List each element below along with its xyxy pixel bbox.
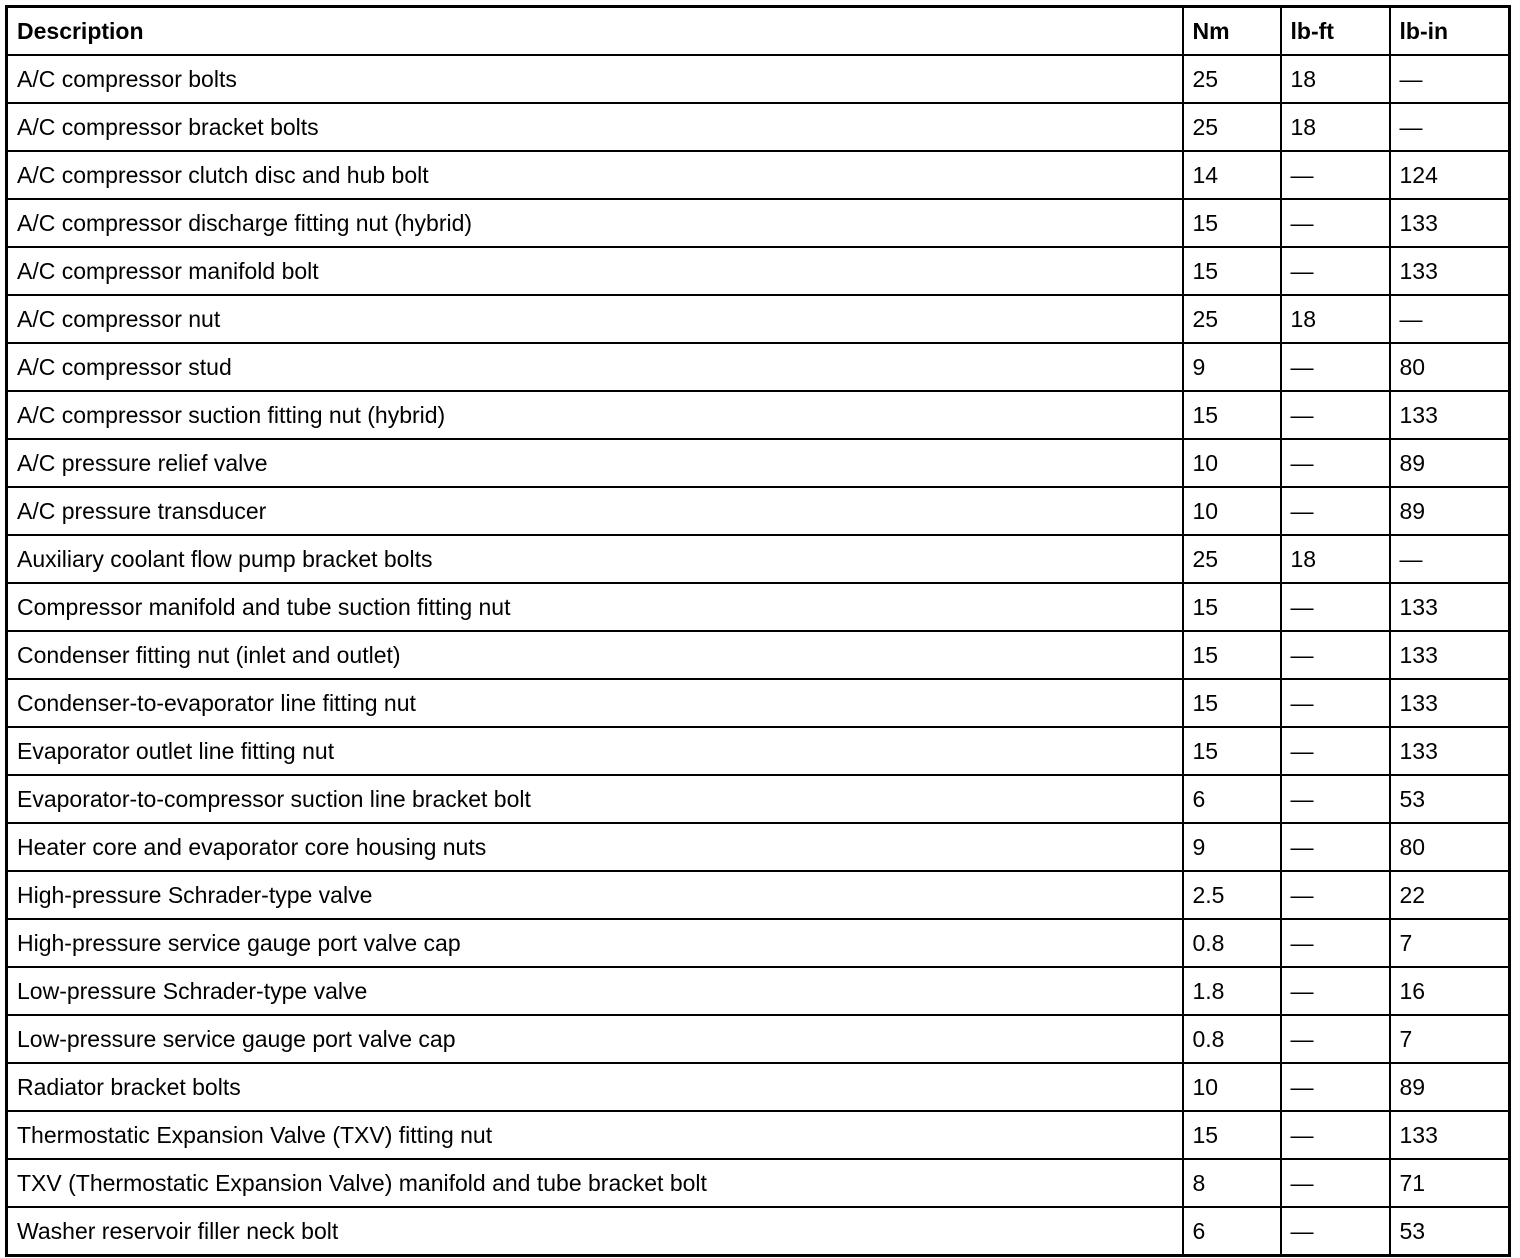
- cell-lb-ft: —: [1281, 919, 1390, 967]
- cell-description: Compressor manifold and tube suction fitting nut: [7, 583, 1183, 631]
- cell-lb-in: 80: [1390, 823, 1510, 871]
- cell-lb-ft: —: [1281, 1015, 1390, 1063]
- cell-lb-in: 53: [1390, 775, 1510, 823]
- table-row: [7, 295, 1510, 343]
- cell-description: Condenser fitting nut (inlet and outlet): [7, 631, 1183, 679]
- table-row: [7, 103, 1510, 151]
- table-row: [7, 919, 1510, 967]
- cell-description: Thermostatic Expansion Valve (TXV) fitting nut: [7, 1111, 1183, 1159]
- cell-lb-ft: —: [1281, 1063, 1390, 1111]
- cell-lb-in: —: [1390, 295, 1510, 343]
- header-nm: Nm: [1183, 7, 1281, 56]
- cell-description: A/C compressor clutch disc and hub bolt: [7, 151, 1183, 199]
- cell-description: Low-pressure service gauge port valve cap: [7, 1015, 1183, 1063]
- cell-description: A/C compressor manifold bolt: [7, 247, 1183, 295]
- cell-nm: 2.5: [1183, 871, 1281, 919]
- table-row: [7, 391, 1510, 439]
- table-row: [7, 439, 1510, 487]
- cell-lb-ft: 18: [1281, 103, 1390, 151]
- table-row: [7, 775, 1510, 823]
- cell-nm: 10: [1183, 439, 1281, 487]
- table-row: [7, 583, 1510, 631]
- cell-lb-ft: —: [1281, 967, 1390, 1015]
- header-description: Description: [7, 7, 1183, 56]
- cell-description: A/C pressure relief valve: [7, 439, 1183, 487]
- cell-lb-ft: —: [1281, 199, 1390, 247]
- table-row: [7, 631, 1510, 679]
- cell-lb-in: 7: [1390, 919, 1510, 967]
- table-row: [7, 535, 1510, 583]
- cell-lb-in: 133: [1390, 1111, 1510, 1159]
- cell-description: High-pressure Schrader-type valve: [7, 871, 1183, 919]
- table-row: [7, 487, 1510, 535]
- table-row: [7, 199, 1510, 247]
- header-lb-in: lb-in: [1390, 7, 1510, 56]
- cell-lb-in: 16: [1390, 967, 1510, 1015]
- cell-nm: 10: [1183, 1063, 1281, 1111]
- table-row: [7, 1015, 1510, 1063]
- cell-lb-in: 133: [1390, 679, 1510, 727]
- cell-lb-in: 80: [1390, 343, 1510, 391]
- cell-nm: 15: [1183, 247, 1281, 295]
- cell-nm: 6: [1183, 1207, 1281, 1256]
- table-row: [7, 1111, 1510, 1159]
- table-row: [7, 871, 1510, 919]
- cell-nm: 0.8: [1183, 919, 1281, 967]
- cell-lb-ft: —: [1281, 727, 1390, 775]
- torque-specifications-table: [5, 5, 1511, 1257]
- cell-lb-in: 89: [1390, 439, 1510, 487]
- cell-description: Washer reservoir filler neck bolt: [7, 1207, 1183, 1256]
- cell-lb-ft: —: [1281, 631, 1390, 679]
- cell-lb-in: 133: [1390, 199, 1510, 247]
- table-row: [7, 679, 1510, 727]
- cell-lb-ft: —: [1281, 1159, 1390, 1207]
- cell-lb-in: 133: [1390, 247, 1510, 295]
- cell-lb-in: —: [1390, 535, 1510, 583]
- cell-lb-ft: —: [1281, 871, 1390, 919]
- cell-nm: 9: [1183, 823, 1281, 871]
- cell-lb-in: 89: [1390, 1063, 1510, 1111]
- cell-description: Auxiliary coolant flow pump bracket bolts: [7, 535, 1183, 583]
- cell-nm: 9: [1183, 343, 1281, 391]
- cell-nm: 10: [1183, 487, 1281, 535]
- table-row: [7, 343, 1510, 391]
- header-row: [7, 7, 1510, 56]
- cell-nm: 15: [1183, 583, 1281, 631]
- cell-lb-ft: 18: [1281, 55, 1390, 103]
- cell-lb-ft: —: [1281, 679, 1390, 727]
- cell-nm: 6: [1183, 775, 1281, 823]
- cell-lb-in: 22: [1390, 871, 1510, 919]
- cell-lb-ft: —: [1281, 343, 1390, 391]
- cell-lb-ft: —: [1281, 583, 1390, 631]
- table-row: [7, 55, 1510, 103]
- table-row: [7, 1159, 1510, 1207]
- cell-description: Evaporator-to-compressor suction line bracket bolt: [7, 775, 1183, 823]
- cell-description: Condenser-to-evaporator line fitting nut: [7, 679, 1183, 727]
- cell-description: A/C compressor nut: [7, 295, 1183, 343]
- cell-lb-in: 89: [1390, 487, 1510, 535]
- cell-nm: 25: [1183, 55, 1281, 103]
- cell-lb-in: 71: [1390, 1159, 1510, 1207]
- cell-lb-in: 133: [1390, 391, 1510, 439]
- cell-nm: 15: [1183, 631, 1281, 679]
- cell-lb-ft: 18: [1281, 535, 1390, 583]
- cell-description: Evaporator outlet line fitting nut: [7, 727, 1183, 775]
- table-header: [7, 7, 1510, 56]
- cell-lb-ft: —: [1281, 823, 1390, 871]
- cell-lb-ft: —: [1281, 1207, 1390, 1256]
- cell-lb-in: 7: [1390, 1015, 1510, 1063]
- cell-lb-in: 124: [1390, 151, 1510, 199]
- cell-nm: 15: [1183, 199, 1281, 247]
- cell-description: A/C compressor discharge fitting nut (hybrid): [7, 199, 1183, 247]
- cell-description: A/C pressure transducer: [7, 487, 1183, 535]
- cell-nm: 25: [1183, 103, 1281, 151]
- cell-nm: 25: [1183, 295, 1281, 343]
- cell-description: High-pressure service gauge port valve cap: [7, 919, 1183, 967]
- cell-lb-in: —: [1390, 103, 1510, 151]
- table-row: [7, 1207, 1510, 1256]
- table-row: [7, 967, 1510, 1015]
- table-row: [7, 1063, 1510, 1111]
- cell-nm: 15: [1183, 679, 1281, 727]
- cell-lb-ft: 18: [1281, 295, 1390, 343]
- cell-lb-in: 133: [1390, 727, 1510, 775]
- cell-lb-in: —: [1390, 55, 1510, 103]
- cell-lb-in: 133: [1390, 583, 1510, 631]
- cell-nm: 15: [1183, 1111, 1281, 1159]
- cell-nm: 0.8: [1183, 1015, 1281, 1063]
- cell-lb-ft: —: [1281, 1111, 1390, 1159]
- cell-lb-ft: —: [1281, 487, 1390, 535]
- cell-description: TXV (Thermostatic Expansion Valve) manifold and tube bracket bolt: [7, 1159, 1183, 1207]
- cell-lb-ft: —: [1281, 775, 1390, 823]
- cell-nm: 15: [1183, 727, 1281, 775]
- cell-nm: 25: [1183, 535, 1281, 583]
- cell-lb-in: 133: [1390, 631, 1510, 679]
- cell-lb-in: 53: [1390, 1207, 1510, 1256]
- cell-lb-ft: —: [1281, 247, 1390, 295]
- table-row: [7, 151, 1510, 199]
- cell-lb-ft: —: [1281, 391, 1390, 439]
- cell-nm: 8: [1183, 1159, 1281, 1207]
- cell-description: Radiator bracket bolts: [7, 1063, 1183, 1111]
- cell-description: A/C compressor suction fitting nut (hybrid): [7, 391, 1183, 439]
- cell-description: A/C compressor stud: [7, 343, 1183, 391]
- cell-nm: 14: [1183, 151, 1281, 199]
- table-row: [7, 247, 1510, 295]
- table-row: [7, 727, 1510, 775]
- cell-nm: 1.8: [1183, 967, 1281, 1015]
- cell-nm: 15: [1183, 391, 1281, 439]
- table-row: [7, 823, 1510, 871]
- header-lb-ft: lb-ft: [1281, 7, 1390, 56]
- cell-lb-ft: —: [1281, 151, 1390, 199]
- cell-description: A/C compressor bolts: [7, 55, 1183, 103]
- table-body: [7, 55, 1510, 1256]
- cell-description: A/C compressor bracket bolts: [7, 103, 1183, 151]
- cell-lb-ft: —: [1281, 439, 1390, 487]
- cell-description: Heater core and evaporator core housing nuts: [7, 823, 1183, 871]
- cell-description: Low-pressure Schrader-type valve: [7, 967, 1183, 1015]
